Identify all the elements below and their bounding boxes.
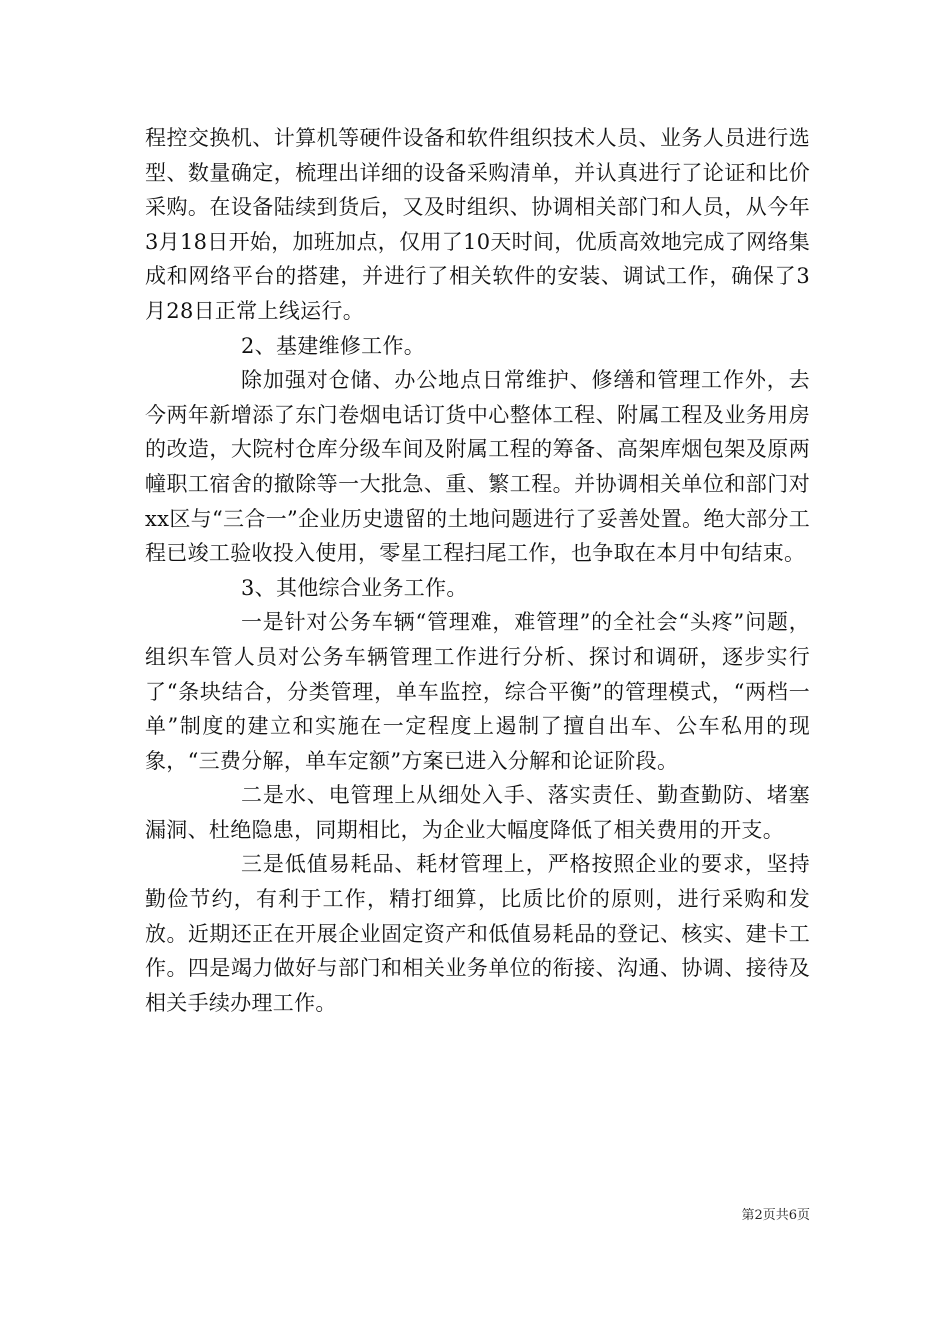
- document-body: [145, 121, 810, 1020]
- paragraph-construction-maintenance: 除加强对仓储、办公地点日常维护、修缮和管理工作外，去今两年新增添了东门卷烟电话订货中心整体工程、附属工程及业务用房的改造，大院村仓库分级车间及附属工程的筹备、高架库烟包架及原两幢职工宿舍的撤除等一大批急、重、繁工程。并协调相关单位和部门对xx区与“三合一”企业历史遗留的土地问题进行了妥善处置。绝大部分工程已竣工验收投入使用，零星工程扫尾工作，也争取在本月中旬结束。: [145, 368, 810, 566]
- paragraph-utilities-management: 二是水、电管理上从细处入手、落实责任、勤查勤防、堵塞漏洞、杜绝隐患，同期相比，为企业大幅度降低了相关费用的开支。: [145, 783, 810, 842]
- heading-other-business: 3、其他综合业务工作。: [241, 575, 468, 600]
- heading-construction-maintenance: 2、基建维修工作。: [241, 333, 426, 358]
- paragraph-consumables-management: 三是低值易耗品、耗材管理上，严格按照企业的要求，坚持勤俭节约，有利于工作，精打细算，比质比价的原则，进行采购和发放。近期还正在开展企业固定资产和低值易耗品的登记、核实、建卡工作。四是竭力做好与部门和相关业务单位的衔接、沟通、协调、接待及相关手续办理工作。: [145, 852, 810, 1015]
- paragraph-equipment-procurement: 程控交换机、计算机等硬件设备和软件组织技术人员、业务人员进行选型、数量确定，梳理出详细的设备采购清单，并认真进行了论证和比价采购。在设备陆续到货后，又及时组织、协调相关部门和人员，从今年3月18日开始，加班加点，仅用了10天时间，优质高效地完成了网络集成和网络平台的搭建，并进行了相关软件的安装、调试工作，确保了3月28日正常上线运行。: [145, 126, 810, 323]
- page-number-footer: 第2页共6页: [741, 1208, 810, 1223]
- paragraph-vehicle-management: 一是针对公务车辆“管理难，难管理”的全社会“头疼”问题，组织车管人员对公务车辆管理工作进行分析、探讨和调研，逐步实行了“条块结合，分类管理，单车监控，综合平衡”的管理模式，“两档一单”制度的建立和实施在一定程度上遏制了擅自出车、公车私用的现象，“三费分解，单车定额”方案已进入分解和论证阶段。: [145, 610, 810, 773]
